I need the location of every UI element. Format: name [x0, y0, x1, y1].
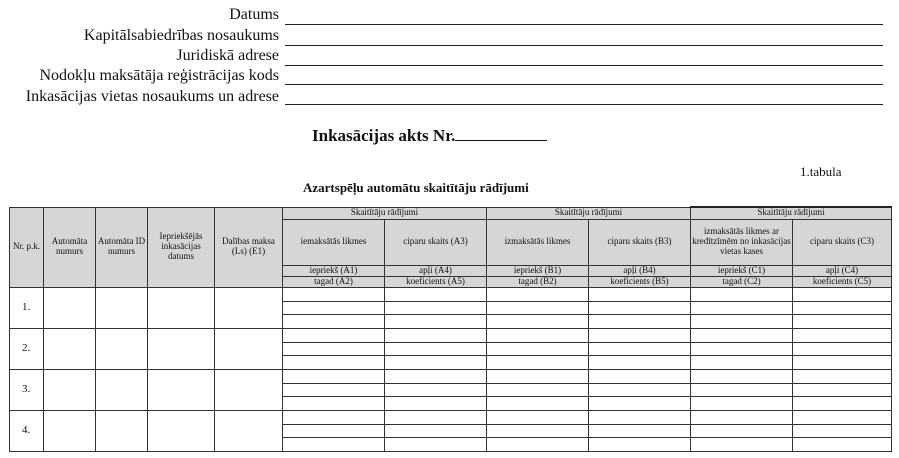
- header-a-koef: koeficients (A5): [385, 276, 487, 287]
- cell-c1[interactable]: [691, 369, 793, 410]
- row-number: 2.: [10, 328, 44, 369]
- cell-automata-numurs[interactable]: [44, 410, 96, 451]
- cell-a2[interactable]: [385, 287, 487, 328]
- cell-ieprieksejas[interactable]: [148, 287, 215, 328]
- header-automata-id: Automāta ID numurs: [96, 207, 148, 287]
- cell-b1[interactable]: [487, 369, 589, 410]
- cell-b2[interactable]: [589, 328, 691, 369]
- cell-ieprieksejas[interactable]: [148, 410, 215, 451]
- header-c-tagad: tagad (C2): [691, 276, 793, 287]
- cell-c2[interactable]: [793, 410, 892, 451]
- act-title: [312, 125, 547, 146]
- header-a-col2: ciparu skaits (A3): [385, 219, 487, 265]
- header-group-b: Skaitītāju rādījumi: [487, 207, 691, 219]
- header-a-apli: apļi (A4): [385, 265, 487, 276]
- cell-a1[interactable]: [283, 410, 385, 451]
- field-label: Kapitālsabiedrības nosaukums: [83, 27, 279, 44]
- table-row: [10, 328, 892, 369]
- cell-b1[interactable]: [487, 287, 589, 328]
- readings-table: [9, 206, 892, 452]
- cell-automata-id[interactable]: [96, 287, 148, 328]
- field-label: Juridiskā adrese: [176, 47, 279, 64]
- header-a-tagad: tagad (A2): [283, 276, 385, 287]
- header-c-iepriek: iepriekš (C1): [691, 265, 793, 276]
- cell-a1[interactable]: [283, 369, 385, 410]
- header-c-koef: koeficients (C5): [793, 276, 892, 287]
- header-c-apli: apļi (C4): [793, 265, 892, 276]
- cell-a1[interactable]: [283, 328, 385, 369]
- cell-dalibas-maksa[interactable]: [215, 328, 283, 369]
- act-number-blank[interactable]: [455, 125, 547, 141]
- cell-ieprieksejas[interactable]: [148, 328, 215, 369]
- header-b-col2: ciparu skaits (B3): [589, 219, 691, 265]
- header-c-col2: ciparu skaits (C3): [793, 219, 892, 265]
- cell-c1[interactable]: [691, 410, 793, 451]
- cell-b1[interactable]: [487, 410, 589, 451]
- cell-dalibas-maksa[interactable]: [215, 287, 283, 328]
- table-title: Azartspēļu automātu skaitītāju rādījumi: [303, 180, 529, 195]
- table-row: [10, 287, 892, 328]
- cell-automata-id[interactable]: [96, 410, 148, 451]
- cell-a2[interactable]: [385, 410, 487, 451]
- cell-a1[interactable]: [283, 287, 385, 328]
- field-line[interactable]: [285, 65, 883, 66]
- cell-dalibas-maksa[interactable]: [215, 410, 283, 451]
- cell-automata-id[interactable]: [96, 328, 148, 369]
- cell-c2[interactable]: [793, 369, 892, 410]
- field-label: Inkasācijas vietas nosaukums un adrese: [25, 88, 279, 105]
- cell-automata-numurs[interactable]: [44, 369, 96, 410]
- header-automata-numurs: Automāta numurs: [44, 207, 96, 287]
- field-line[interactable]: [285, 84, 883, 85]
- header-group-c: Skaitītāju rādījumi: [691, 207, 892, 219]
- cell-b2[interactable]: [589, 287, 691, 328]
- header-b-tagad: tagad (B2): [487, 276, 589, 287]
- header-b-iepriek: iepriekš (B1): [487, 265, 589, 276]
- header-dalibas-maksa: Dalības maksa (Ls) (E1): [215, 207, 283, 287]
- table-row: [10, 410, 892, 451]
- header-b-koef: koeficients (B5): [589, 276, 691, 287]
- table-row: [10, 369, 892, 410]
- cell-automata-numurs[interactable]: [44, 287, 96, 328]
- table-number: 1.tabula: [800, 164, 842, 179]
- cell-b2[interactable]: [589, 410, 691, 451]
- cell-automata-numurs[interactable]: [44, 328, 96, 369]
- cell-c2[interactable]: [793, 287, 892, 328]
- cell-b2[interactable]: [589, 369, 691, 410]
- field-label: Nodokļu maksātāja reģistrācijas kods: [39, 67, 279, 84]
- act-title-text: Inkasācijas akts Nr.: [312, 126, 456, 145]
- cell-automata-id[interactable]: [96, 369, 148, 410]
- header-c-col1: izmaksātās likmes ar kredītzīmēm no inkasācijas vietas kases: [691, 219, 793, 265]
- field-line[interactable]: [285, 24, 883, 25]
- header-ieprieksejas: Iepriekšējās inkasācijas datums: [148, 207, 215, 287]
- header-nr: Nr. p.k.: [10, 207, 44, 287]
- field-line[interactable]: [285, 104, 883, 105]
- cell-b1[interactable]: [487, 328, 589, 369]
- field-line[interactable]: [285, 45, 883, 46]
- header-group-a: Skaitītāju rādījumi: [283, 207, 487, 219]
- cell-ieprieksejas[interactable]: [148, 369, 215, 410]
- cell-dalibas-maksa[interactable]: [215, 369, 283, 410]
- header-b-col1: izmaksātās likmes: [487, 219, 589, 265]
- header-a-iepriek: iepriekš (A1): [283, 265, 385, 276]
- cell-c1[interactable]: [691, 287, 793, 328]
- field-label: Datums: [229, 6, 279, 23]
- header-a-col1: iemaksātās likmes: [283, 219, 385, 265]
- cell-a2[interactable]: [385, 369, 487, 410]
- cell-c1[interactable]: [691, 328, 793, 369]
- cell-c2[interactable]: [793, 328, 892, 369]
- row-number: 1.: [10, 287, 44, 328]
- cell-a2[interactable]: [385, 328, 487, 369]
- row-number: 3.: [10, 369, 44, 410]
- header-b-apli: apļi (B4): [589, 265, 691, 276]
- row-number: 4.: [10, 410, 44, 451]
